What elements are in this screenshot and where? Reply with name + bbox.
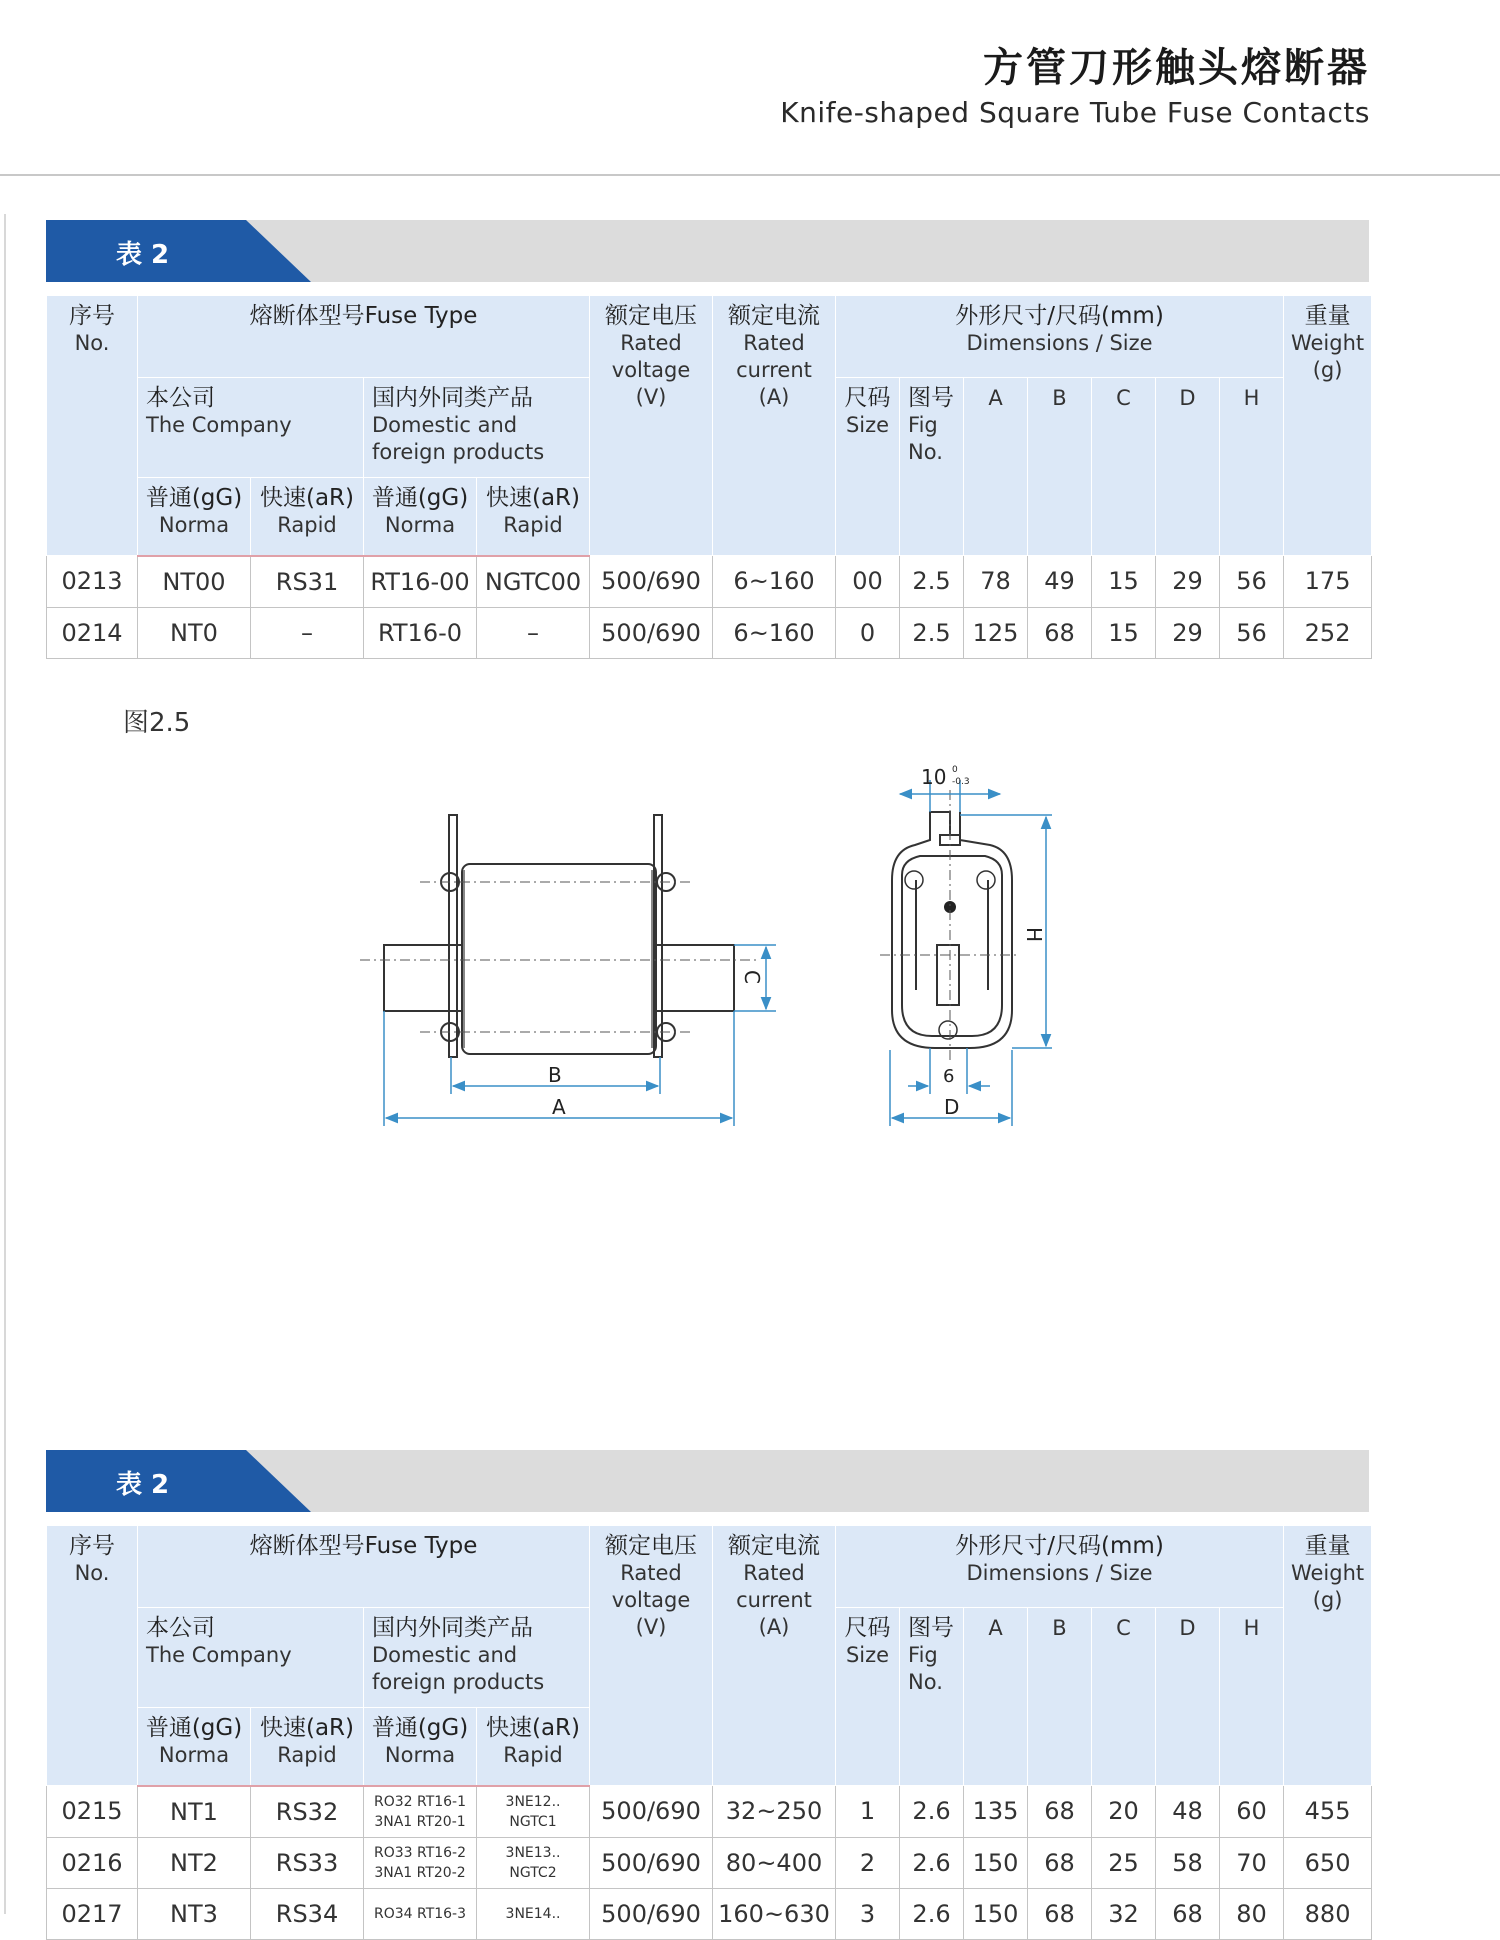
table-cell: 500/690 <box>590 1888 713 1939</box>
header-col-c: C <box>1092 378 1156 556</box>
header-col-b: B <box>1028 1608 1092 1786</box>
table-cell: 2.6 <box>900 1786 964 1838</box>
right-blade <box>654 945 734 1011</box>
table-cell: 0214 <box>47 607 138 658</box>
table-cell: 60 <box>1220 1786 1284 1838</box>
header-no: 序号 No. <box>47 1526 138 1786</box>
dim-10-tol-upper: 0 <box>952 765 958 775</box>
left-blade <box>384 945 464 1011</box>
table-cell: 2 <box>836 1837 900 1888</box>
table-cell: 68 <box>1028 1888 1092 1939</box>
table-cell: 32 <box>1092 1888 1156 1939</box>
header-col-h: H <box>1220 1608 1284 1786</box>
table-cell: 0216 <box>47 1837 138 1888</box>
header-domestic-rapid: 快速(aR) Rapid <box>477 478 590 556</box>
table-cell: 48 <box>1156 1786 1220 1838</box>
table-row <box>47 1837 1372 1888</box>
table-cell: 15 <box>1092 607 1156 658</box>
table-cell: 29 <box>1156 556 1220 608</box>
header-fig: 图号 Fig No. <box>900 378 964 556</box>
table-cell: 2.5 <box>900 556 964 608</box>
table-cell: 135 <box>964 1786 1028 1838</box>
table-cell: RO33 RT16-2 3NA1 RT20-2 <box>364 1837 477 1888</box>
figure-label: 图2.5 <box>123 708 191 738</box>
table-cell: 150 <box>964 1888 1028 1939</box>
table-cell: 68 <box>1028 1837 1092 1888</box>
table-cell: 500/690 <box>590 1837 713 1888</box>
table-cell: 58 <box>1156 1837 1220 1888</box>
header-company: 本公司 The Company <box>138 1608 364 1708</box>
table-2-title-bar <box>46 1450 1369 1512</box>
table-cell: NT1 <box>138 1786 251 1838</box>
table-cell: 6~160 <box>713 556 836 608</box>
table-cell: 80 <box>1220 1888 1284 1939</box>
dim-h-text: H <box>1022 927 1046 943</box>
dim-b-text: B <box>548 1063 562 1087</box>
dim-6-text: 6 <box>943 1066 955 1087</box>
table-cell: 500/690 <box>590 607 713 658</box>
header-fuse-type: 熔断体型号Fuse Type <box>138 1526 590 1608</box>
table-cell: 78 <box>964 556 1028 608</box>
table-2-tag: 表 2 <box>116 1470 170 1500</box>
table-cell: 20 <box>1092 1786 1156 1838</box>
header-voltage: 额定电压 Rated voltage (V) <box>590 296 713 556</box>
table-cell: 650 <box>1284 1837 1372 1888</box>
table-cell: RS31 <box>251 556 364 608</box>
table-cell: – <box>251 607 364 658</box>
header-size: 尺码 Size <box>836 378 900 556</box>
header-company-rapid: 快速(aR) Rapid <box>251 1708 364 1786</box>
header-domestic-rapid: 快速(aR) Rapid <box>477 1708 590 1786</box>
table-cell: 0213 <box>47 556 138 608</box>
table-cell: 6~160 <box>713 607 836 658</box>
table-cell: 25 <box>1092 1837 1156 1888</box>
header-dimensions: 外形尺寸/尺码(mm) Dimensions / Size <box>836 1526 1284 1608</box>
header-current: 额定电流 Rated current (A) <box>713 1526 836 1786</box>
table-cell: 70 <box>1220 1837 1284 1888</box>
table-cell: 49 <box>1028 556 1092 608</box>
table-cell: 68 <box>1028 1786 1092 1838</box>
page-title-en: Knife-shaped Square Tube Fuse Contacts <box>780 96 1370 129</box>
header-col-a: A <box>964 1608 1028 1786</box>
table-cell: 56 <box>1220 607 1284 658</box>
table-cell: 500/690 <box>590 1786 713 1838</box>
table-cell: RO32 RT16-1 3NA1 RT20-1 <box>364 1786 477 1838</box>
table-cell: 68 <box>1156 1888 1220 1939</box>
table-cell: 3NE12.. NGTC1 <box>477 1786 590 1838</box>
left-end-plate <box>449 815 457 1057</box>
table-cell: RT16-0 <box>364 607 477 658</box>
header-size: 尺码 Size <box>836 1608 900 1786</box>
table-cell: 880 <box>1284 1888 1372 1939</box>
header-weight: 重量 Weight (g) <box>1284 1526 1372 1786</box>
header-weight: 重量 Weight (g) <box>1284 296 1372 556</box>
table-cell: 160~630 <box>713 1888 836 1939</box>
table-1-tag: 表 2 <box>116 240 170 270</box>
header-col-d: D <box>1156 378 1220 556</box>
header-col-h: H <box>1220 378 1284 556</box>
table-cell: 0215 <box>47 1786 138 1838</box>
header-domestic: 国内外同类产品 Domestic and foreign products <box>364 1608 590 1708</box>
table-cell: 68 <box>1028 607 1092 658</box>
table-cell: RS32 <box>251 1786 364 1838</box>
table-cell: 3NE13.. NGTC2 <box>477 1837 590 1888</box>
table-cell: 175 <box>1284 556 1372 608</box>
table-cell: 3NE14.. <box>477 1888 590 1939</box>
table-cell: 0 <box>836 607 900 658</box>
header-domestic: 国内外同类产品 Domestic and foreign products <box>364 378 590 478</box>
table-cell: 0217 <box>47 1888 138 1939</box>
side-view-outline <box>892 812 1012 1048</box>
table-cell: 150 <box>964 1837 1028 1888</box>
header-domestic-normal: 普通(gG) Norma <box>364 1708 477 1786</box>
table-cell: RT16-00 <box>364 556 477 608</box>
header-col-a: A <box>964 378 1028 556</box>
header-company-normal: 普通(gG) Norma <box>138 478 251 556</box>
table-cell: 3 <box>836 1888 900 1939</box>
header-no: 序号 No. <box>47 296 138 556</box>
table-cell: 1 <box>836 1786 900 1838</box>
table-row <box>47 1888 1372 1939</box>
table-cell: 29 <box>1156 607 1220 658</box>
table-cell: 00 <box>836 556 900 608</box>
table-cell: – <box>477 607 590 658</box>
table-cell: NT0 <box>138 607 251 658</box>
table-cell: 15 <box>1092 556 1156 608</box>
table-cell: 455 <box>1284 1786 1372 1838</box>
dim-10-text: 10 <box>921 765 947 789</box>
dim-10-tol-lower: -0.3 <box>952 777 970 787</box>
table-cell: 2.5 <box>900 607 964 658</box>
header-domestic-normal: 普通(gG) Norma <box>364 478 477 556</box>
header-company-normal: 普通(gG) Norma <box>138 1708 251 1786</box>
header-col-d: D <box>1156 1608 1220 1786</box>
header-col-b: B <box>1028 378 1092 556</box>
table-cell: 56 <box>1220 556 1284 608</box>
page-title-cn: 方管刀形触头熔断器 <box>983 45 1370 91</box>
table-cell: 80~400 <box>713 1837 836 1888</box>
spec-table-2 <box>46 1525 1372 1940</box>
header-current: 额定电流 Rated current (A) <box>713 296 836 556</box>
table-cell: 252 <box>1284 607 1372 658</box>
table-cell: 125 <box>964 607 1028 658</box>
table-cell: 2.6 <box>900 1888 964 1939</box>
table-cell: 2.6 <box>900 1837 964 1888</box>
header-fuse-type: 熔断体型号Fuse Type <box>138 296 590 378</box>
table-cell: RS33 <box>251 1837 364 1888</box>
table-cell: NT3 <box>138 1888 251 1939</box>
table-cell: NGTC00 <box>477 556 590 608</box>
table-cell: NT2 <box>138 1837 251 1888</box>
header-col-c: C <box>1092 1608 1156 1786</box>
header-voltage: 额定电压 Rated voltage (V) <box>590 1526 713 1786</box>
dim-c-text: C <box>740 970 764 984</box>
header-fig: 图号 Fig No. <box>900 1608 964 1786</box>
fuse-body <box>462 864 656 1054</box>
dim-a-text: A <box>552 1095 566 1119</box>
table-cell: RO34 RT16-3 <box>364 1888 477 1939</box>
header-company-rapid: 快速(aR) Rapid <box>251 478 364 556</box>
table-row <box>47 1786 1372 1838</box>
table-cell: 32~250 <box>713 1786 836 1838</box>
header-company: 本公司 The Company <box>138 378 364 478</box>
table-cell: RS34 <box>251 1888 364 1939</box>
table-cell: 500/690 <box>590 556 713 608</box>
dim-d-text: D <box>944 1095 960 1119</box>
header-dimensions: 外形尺寸/尺码(mm) Dimensions / Size <box>836 296 1284 378</box>
table-cell: NT00 <box>138 556 251 608</box>
